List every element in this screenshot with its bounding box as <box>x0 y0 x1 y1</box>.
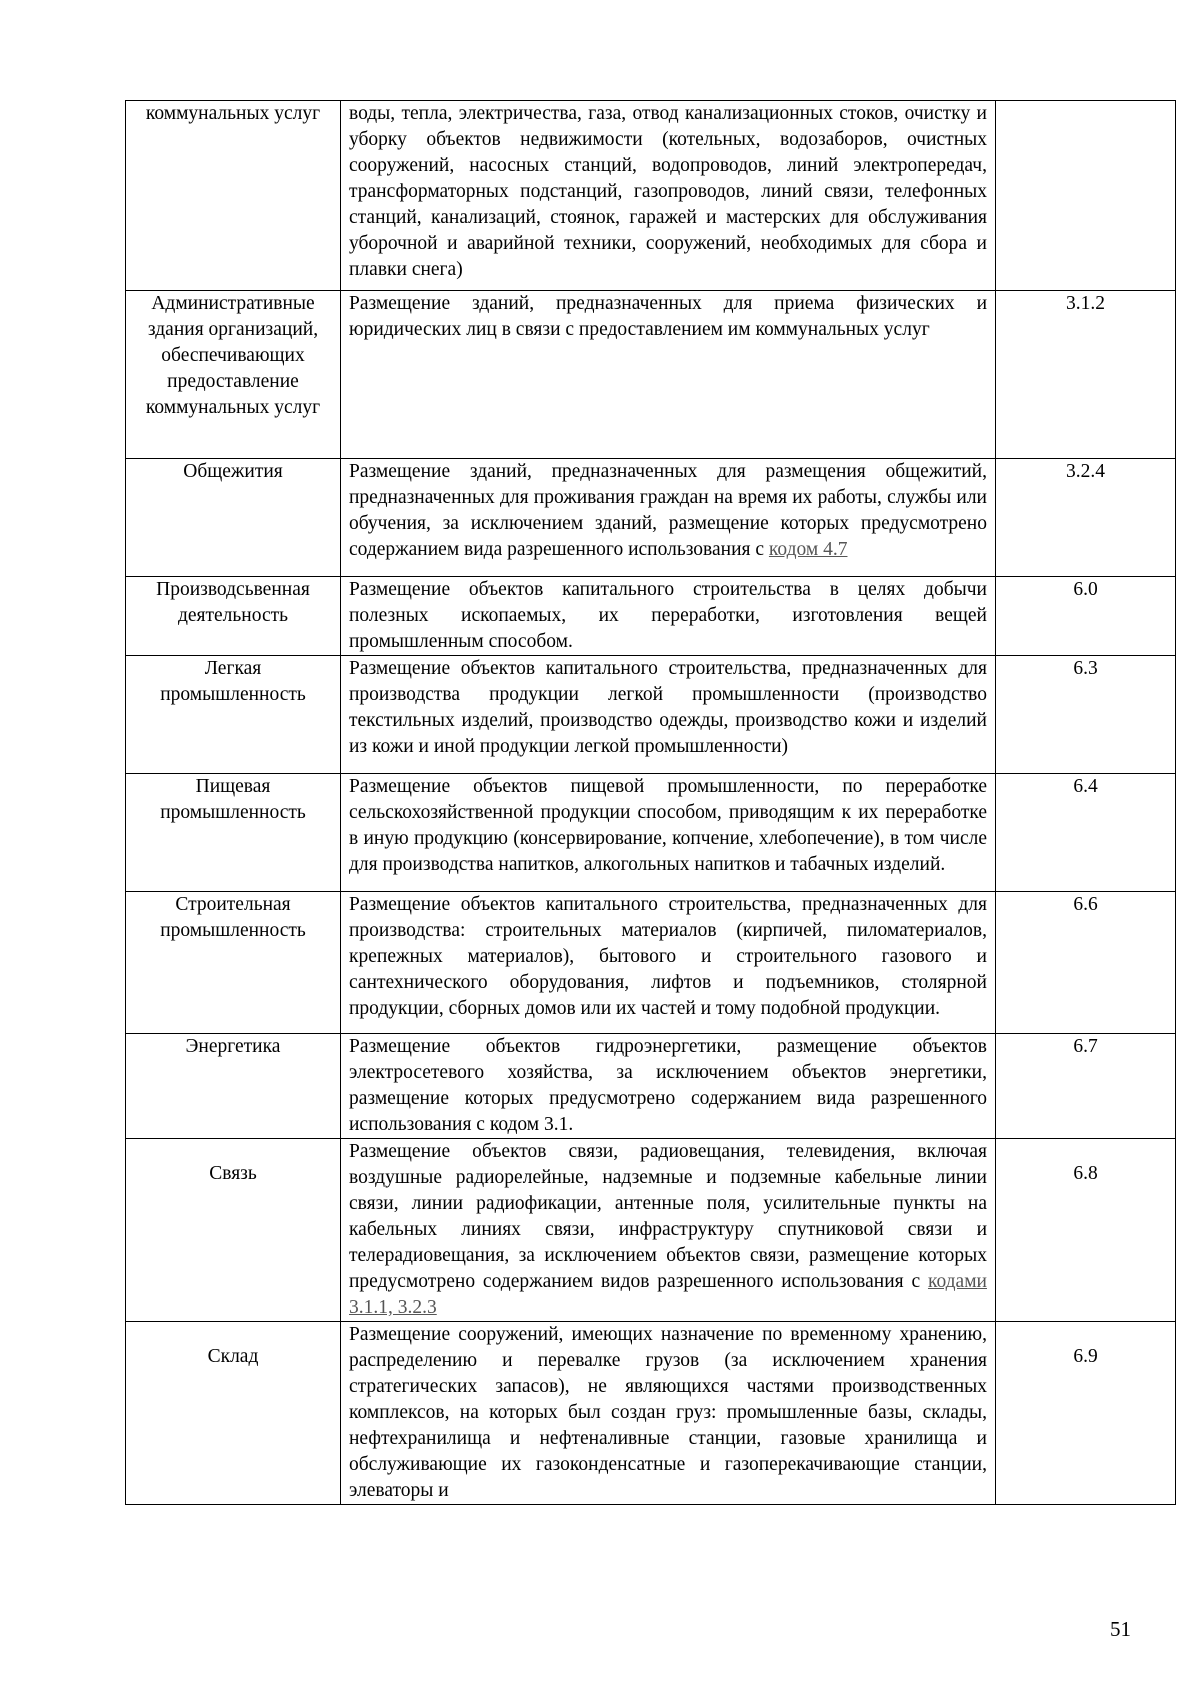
use-type-code: 6.0 <box>996 577 1176 656</box>
use-type-description <box>341 1139 996 1322</box>
use-type-description <box>341 1034 996 1139</box>
table-row <box>126 577 1176 656</box>
use-type-description <box>341 892 996 1034</box>
table-row <box>126 892 1176 1034</box>
use-type-description <box>341 459 996 577</box>
use-type-name: Общежития <box>126 459 341 577</box>
use-type-name: Строительная промышленность <box>126 892 341 1034</box>
use-type-description <box>341 1322 996 1505</box>
use-type-code <box>996 101 1176 291</box>
description-text: Размещение объектов связи, радиовещания, телевидения, включая воздушные радиорелейные, надземные и подземные кабельные линии связи, линии радиофикации, антенные поля, усилительные пункты на кабельных линиях связи, инфраструктуру спутниковой связи и телерадиовещания, за исключением объектов связи, размещение которых предусмотрено содержанием видов разрешенного использования с <box>349 1141 987 1292</box>
table-row <box>126 291 1176 459</box>
use-type-description <box>341 101 996 291</box>
table-row <box>126 1322 1176 1505</box>
table-row <box>126 1034 1176 1139</box>
use-type-name: Производсьвенная деятельность <box>126 577 341 656</box>
use-type-name: Административные здания организаций, обеспечивающих предоставление коммунальных услуг <box>126 291 341 459</box>
description-text: Размещение объектов капитального строительства, предназначенных для производства: строительных материалов (кирпичей, пиломатериалов, крепежных материалов), бытового и строительного газового и сантехнического оборудования, лифтов и подъемников, столярной продукции, сборных домов или их частей и тому подобной продукции. <box>349 894 987 1019</box>
use-type-name: Пищевая промышленность <box>126 774 341 892</box>
use-type-name: Легкая промышленность <box>126 656 341 774</box>
description-text: Размещение зданий, предназначенных для приема физических и юридических лиц в связи с предоставлением им коммунальных услуг <box>349 293 987 340</box>
use-type-code: 6.9 <box>996 1322 1176 1505</box>
use-type-code: 3.2.4 <box>996 459 1176 577</box>
page-number: 51 <box>1110 1617 1131 1641</box>
use-type-name: коммунальных услуг <box>126 101 341 291</box>
use-type-description <box>341 656 996 774</box>
use-type-name: Энергетика <box>126 1034 341 1139</box>
table-row <box>126 656 1176 774</box>
table-row <box>126 1139 1176 1322</box>
use-type-name: Связь <box>126 1139 341 1322</box>
use-type-description <box>341 291 996 459</box>
use-type-description <box>341 774 996 892</box>
description-text: Размещение объектов гидроэнергетики, размещение объектов электросетевого хозяйства, за исключением объектов энергетики, размещение которых предусмотрено содержанием вида разрешенного использования с кодом 3.1. <box>349 1036 987 1135</box>
table-row <box>126 459 1176 577</box>
use-type-code: 6.3 <box>996 656 1176 774</box>
description-text: Размещение объектов капитального строительства, предназначенных для производства продукции легкой промышленности (производство текстильных изделий, производство одежды, производство кожи и изделий из кожи и иной продукции легкой промышленности) <box>349 658 987 757</box>
use-type-code: 6.7 <box>996 1034 1176 1139</box>
table-row <box>126 774 1176 892</box>
use-type-code: 6.6 <box>996 892 1176 1034</box>
use-type-description <box>341 577 996 656</box>
use-type-name: Склад <box>126 1322 341 1505</box>
table-body <box>126 101 1176 1505</box>
use-type-code: 6.8 <box>996 1139 1176 1322</box>
use-type-code: 6.4 <box>996 774 1176 892</box>
land-use-table <box>125 100 1176 1505</box>
code-reference-link[interactable]: кодами 3.1.1, 3.2.3 <box>349 1271 987 1318</box>
description-text: воды, тепла, электричества, газа, отвод канализационных стоков, очистку и уборку объектов недвижимости (котельных, водозаборов, очистных сооружений, насосных станций, водопроводов, линий электропередач, трансформаторных подстанций, газопроводов, линий связи, телефонных станций, канализаций, стоянок, гаражей и мастерских для обслуживания уборочной и аварийной техники, сооружений, необходимых для сбора и плавки снега) <box>349 103 987 280</box>
description-text: Размещение объектов пищевой промышленности, по переработке сельскохозяйственной продукции способом, приводящим к их переработке в иную продукцию (консервирование, копчение, хлебопечение), в том числе для производства напитков, алкогольных напитков и табачных изделий. <box>349 776 987 875</box>
use-type-code: 3.1.2 <box>996 291 1176 459</box>
description-text: Размещение зданий, предназначенных для размещения общежитий, предназначенных для проживания граждан на время их работы, службы или обучения, за исключением зданий, размещение которых предусмотрено содержанием вида разрешенного использования с <box>349 461 987 560</box>
code-reference-link[interactable]: кодом 4.7 <box>768 539 848 560</box>
table-row <box>126 101 1176 291</box>
description-text: Размещение объектов капитального строительства в целях добычи полезных ископаемых, их переработки, изготовления вещей промышленным способом. <box>349 579 987 652</box>
description-text: Размещение сооружений, имеющих назначение по временному хранению, распределению и перевалке грузов (за исключением хранения стратегических запасов), не являющихся частями производственных комплексов, на которых был создан груз: промышленные базы, склады, нефтехранилища и нефтеналивные станции, газовые хранилища и обслуживающие их газоконденсатные и газоперекачивающие станции, элеваторы и <box>349 1324 987 1501</box>
